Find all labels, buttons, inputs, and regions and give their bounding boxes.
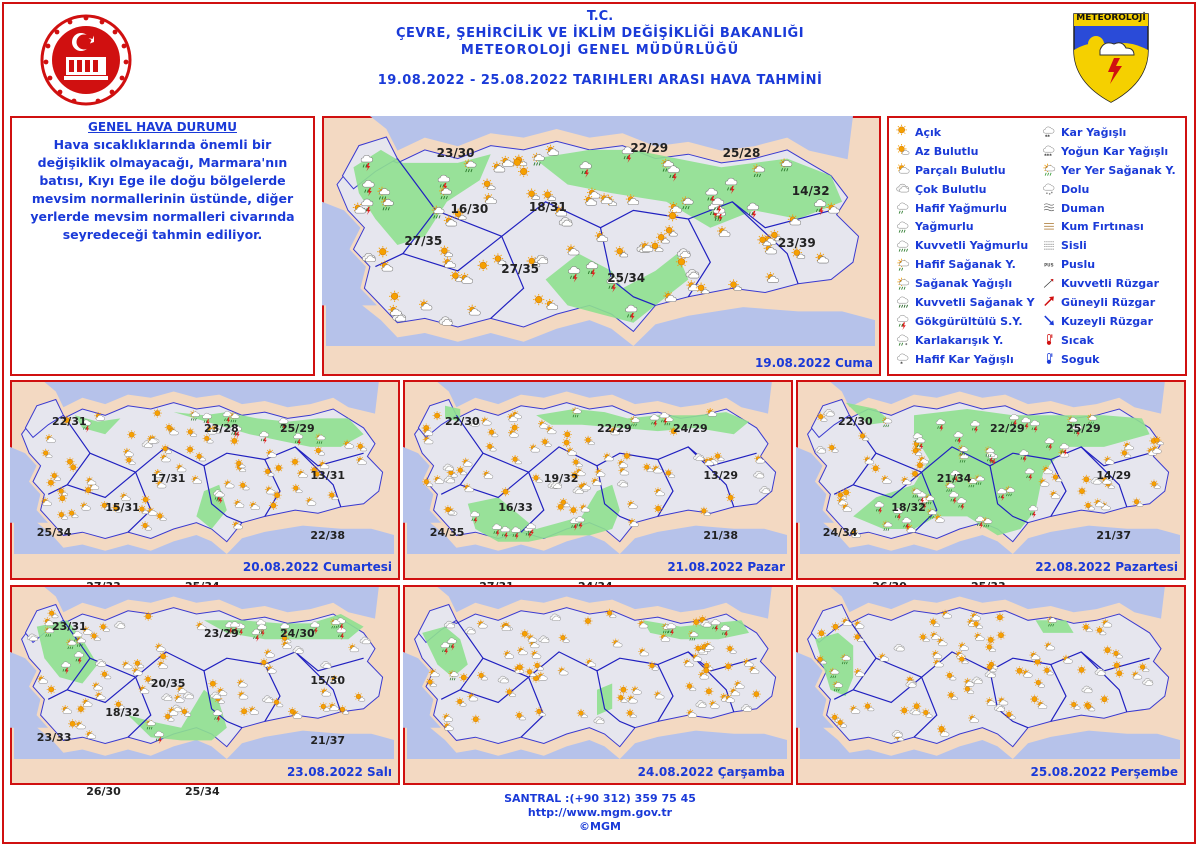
- legend-column-2: [1041, 123, 1176, 369]
- temperature-label: 22/38: [310, 529, 346, 543]
- legend-item-north-wind: [1041, 312, 1176, 331]
- temperature-label: 23/33: [36, 730, 72, 744]
- temperature-label: 18/32: [105, 705, 140, 719]
- legend-box: [887, 116, 1187, 376]
- sandstorm-icon: [1041, 220, 1057, 234]
- legend-label: Açık: [915, 125, 942, 139]
- hot-icon: [1041, 333, 1057, 347]
- legend-item-shower: [895, 274, 1035, 293]
- map-date-label: 19.08.2022 Cuma: [754, 356, 873, 370]
- temperature-label: 25/34: [607, 270, 646, 285]
- cold-icon: [1041, 352, 1057, 366]
- temperature-label: 15/30: [310, 674, 346, 687]
- legend-label: Sisli: [1061, 239, 1087, 253]
- rain-icon: [895, 220, 911, 234]
- legend-label: Çok Bulutlu: [915, 182, 987, 196]
- cloud-icon: [895, 182, 911, 196]
- temperature-label: 14/32: [791, 184, 830, 199]
- fog-icon: [1041, 239, 1057, 253]
- heavy-shower-icon: [895, 295, 911, 309]
- legend-item-cloud: [895, 180, 1035, 199]
- north-wind-icon: [1041, 314, 1057, 328]
- sleet-icon: [895, 333, 911, 347]
- genel-text: Hava sıcaklıklarında önemli bir değişiklik olmayacağı, Marmara'nın batısı, Kıyı Ege ile doğu bölgelerde mevsim normallerinin üstünde, diğer yerlerde mevsim normalleri civarında seyredeceği tahmin ediliyor.: [30, 137, 295, 242]
- temperature-label: 16/30: [450, 201, 489, 216]
- temperature-label: 13/31: [310, 469, 346, 482]
- svg-text:**: **: [1044, 134, 1050, 141]
- map-date-label: 20.08.2022 Cumartesi: [242, 560, 392, 574]
- temperature-label: 23/29: [204, 626, 239, 640]
- legend-label: Puslu: [1061, 258, 1096, 272]
- hail-icon: [1041, 182, 1057, 196]
- legend-item-partly-cloudy: [895, 161, 1035, 180]
- sun-icon: [895, 125, 911, 139]
- legend-label: Yoğun Kar Yağışlı: [1061, 144, 1169, 158]
- temperature-label: 21/34: [936, 472, 972, 486]
- light-shower-icon: [895, 258, 911, 272]
- turkey-map: [798, 587, 1184, 783]
- temperature-label: 21/37: [1096, 529, 1132, 543]
- header-date-range: 19.08.2022 - 25.08.2022 TARIHLERI ARASI HAVA TAHMİNİ: [377, 73, 823, 88]
- genel-title: GENEL HAVA DURUMU: [88, 120, 237, 134]
- partly-cloudy-icon: [895, 163, 911, 177]
- legend-label: Sağanak Yağışlı: [915, 277, 1013, 291]
- thunderstorm-icon: [895, 314, 911, 328]
- svg-text:***: ***: [1044, 153, 1052, 160]
- page-header: [0, 8, 1200, 88]
- temperature-label: 27/35: [501, 262, 540, 277]
- legend-item-local-shower: [1041, 161, 1176, 180]
- legend-label: Kuzeyli Rüzgar: [1061, 314, 1153, 328]
- map-day-5: [10, 585, 400, 798]
- legend-item-heavy-shower: [895, 293, 1035, 312]
- legend-item-south-wind: [1041, 293, 1176, 312]
- mist-icon: [1041, 258, 1057, 272]
- temperature-label: 23/39: [777, 236, 816, 251]
- legend-item-sandstorm: [1041, 217, 1176, 236]
- legend-label: Sıcak: [1061, 333, 1094, 347]
- strong-wind-icon: [1041, 277, 1057, 291]
- legend-label: Hafif Yağmurlu: [915, 201, 1007, 215]
- legend-label: Soguk: [1061, 352, 1100, 366]
- light-rain-icon: [895, 201, 911, 215]
- legend-label: Duman: [1061, 201, 1105, 215]
- temperature-label: 25/29: [280, 421, 315, 435]
- smoke-icon: [1041, 201, 1057, 215]
- temperature-label: 14/29: [1096, 469, 1132, 482]
- legend-item-rain: [895, 217, 1035, 236]
- map-date-label: 25.08.2022 Perşembe: [1030, 765, 1178, 779]
- legend-label: Karlakarışık Y.: [915, 333, 1004, 347]
- legend-label: Gökgürültülü S.Y.: [915, 314, 1023, 328]
- svg-text:*: *: [905, 342, 908, 348]
- temperature-label: 16/33: [498, 500, 533, 514]
- light-snow-icon: [895, 352, 911, 366]
- temperature-label: 20/35: [150, 677, 186, 691]
- header-tc: T.C.: [586, 9, 614, 24]
- legend-item-light-rain: [895, 199, 1035, 218]
- legend-label: Hafif Kar Yağışlı: [915, 352, 1014, 366]
- legend-label: Hafif Sağanak Y.: [915, 258, 1016, 272]
- temperature-label: 25/28: [722, 145, 761, 160]
- header-ministry: ÇEVRE, ŞEHİRCİLİK VE İKLİM DEĞİŞİKLİĞİ BAKANLIĞI: [395, 26, 805, 41]
- legend-item-mist: [1041, 255, 1176, 274]
- map-date-label: 24.08.2022 Çarşamba: [637, 765, 785, 779]
- header-mgm: METEOROLOJİ GENEL MÜDÜRLÜĞÜ: [460, 43, 740, 58]
- legend-label: Yağmurlu: [915, 220, 974, 234]
- temperature-label: 23/28: [204, 421, 239, 435]
- temperature-label: 25/34: [185, 784, 220, 798]
- turkey-map: [405, 587, 791, 783]
- temperature-label: 24/35: [429, 525, 465, 539]
- temperature-label: 18/32: [891, 500, 926, 514]
- legend-label: Kuvvetli Sağanak Y: [915, 295, 1035, 309]
- genel-hava-durumu-box: [10, 116, 315, 376]
- temperature-label: 15/31: [105, 500, 140, 514]
- map-date-label: 21.08.2022 Pazar: [667, 560, 785, 574]
- temperature-label: 25/29: [1066, 421, 1101, 435]
- temperature-label: 17/31: [150, 472, 186, 486]
- legend-item-heavy-rain: [895, 236, 1035, 255]
- legend-item-sun: [895, 123, 1035, 142]
- temperature-label: 24/34: [822, 525, 858, 539]
- south-wind-icon: [1041, 295, 1057, 309]
- legend-item-light-snow: [895, 350, 1035, 369]
- local-shower-icon: [1041, 163, 1057, 177]
- temperature-label: 22/31: [52, 415, 87, 429]
- legend-item-thunderstorm: [895, 312, 1035, 331]
- heavy-rain-icon: [895, 239, 911, 253]
- shower-icon: [895, 277, 911, 291]
- legend-item-light-shower: [895, 255, 1035, 274]
- legend-item-cold: [1041, 350, 1176, 369]
- temperature-label: 21/38: [703, 529, 739, 543]
- map-day-7: [796, 585, 1186, 785]
- legend-item-snow: [1041, 123, 1176, 142]
- snow-icon: [1041, 125, 1057, 139]
- legend-label: Kum Fırtınası: [1061, 220, 1144, 234]
- temperature-label: 22/29: [990, 421, 1025, 435]
- heavy-snow-icon: [1041, 144, 1057, 158]
- temperature-label: 22/30: [445, 415, 480, 429]
- temperature-label: 13/29: [703, 469, 739, 482]
- footer-url[interactable]: http://www.mgm.gov.tr: [527, 806, 673, 819]
- legend-label: Yer Yer Sağanak Y.: [1061, 163, 1176, 177]
- temperature-label: 24/29: [673, 421, 708, 435]
- legend-label: Kuvvetli Yağmurlu: [915, 239, 1029, 253]
- temperature-label: 25/34: [36, 525, 72, 539]
- footer-copyright: ©MGM: [579, 820, 621, 833]
- legend-label: Dolu: [1061, 182, 1090, 196]
- legend-label: Az Bulutlu: [915, 144, 979, 158]
- legend-item-hail: [1041, 180, 1176, 199]
- legend-label: Kuvvetli Rüzgar: [1061, 277, 1160, 291]
- svg-text:*: *: [900, 361, 903, 368]
- temperature-label: 18/31: [528, 199, 567, 214]
- temperature-label: 22/29: [597, 421, 632, 435]
- temperature-label: 27/35: [404, 234, 443, 249]
- temperature-label: 26/30: [86, 784, 121, 798]
- map-day-6: [403, 585, 793, 785]
- map-day-2: [10, 380, 400, 580]
- map-date-label: 22.08.2022 Pazartesi: [1035, 560, 1178, 574]
- temperature-label: 23/31: [52, 620, 87, 634]
- footer: [0, 792, 1200, 834]
- legend-column-1: [895, 123, 1035, 369]
- temperature-label: 22/30: [838, 415, 873, 429]
- footer-phone: SANTRAL :(+90 312) 359 75 45: [504, 792, 696, 805]
- map-day-4: [796, 380, 1186, 580]
- legend-item-strong-wind: [1041, 274, 1176, 293]
- sun-small-cloud-icon: [895, 144, 911, 158]
- legend-label: Kar Yağışlı: [1061, 125, 1127, 139]
- legend-item-smoke: [1041, 199, 1176, 218]
- map-day-1: [322, 116, 881, 376]
- temperature-label: 19/32: [543, 472, 579, 486]
- legend-item-hot: [1041, 331, 1176, 350]
- temperature-label: 21/37: [310, 734, 346, 748]
- meteoroloji-logo-text: METEOROLOJİ: [1076, 13, 1146, 23]
- legend-item-sun-small-cloud: [895, 142, 1035, 161]
- legend-label: Güneyli Rüzgar: [1061, 295, 1156, 309]
- temperature-label: 23/30: [436, 145, 475, 160]
- legend-item-heavy-snow: [1041, 142, 1176, 161]
- map-day-3: [403, 380, 793, 580]
- temperature-label: 22/29: [630, 141, 669, 156]
- legend-label: Parçalı Bulutlu: [915, 163, 1006, 177]
- temperature-label: 24/30: [280, 626, 315, 640]
- map-date-label: 23.08.2022 Salı: [286, 765, 392, 779]
- svg-text:PUS: PUS: [1044, 262, 1054, 268]
- legend-item-sleet: [895, 331, 1035, 350]
- legend-item-fog: [1041, 236, 1176, 255]
